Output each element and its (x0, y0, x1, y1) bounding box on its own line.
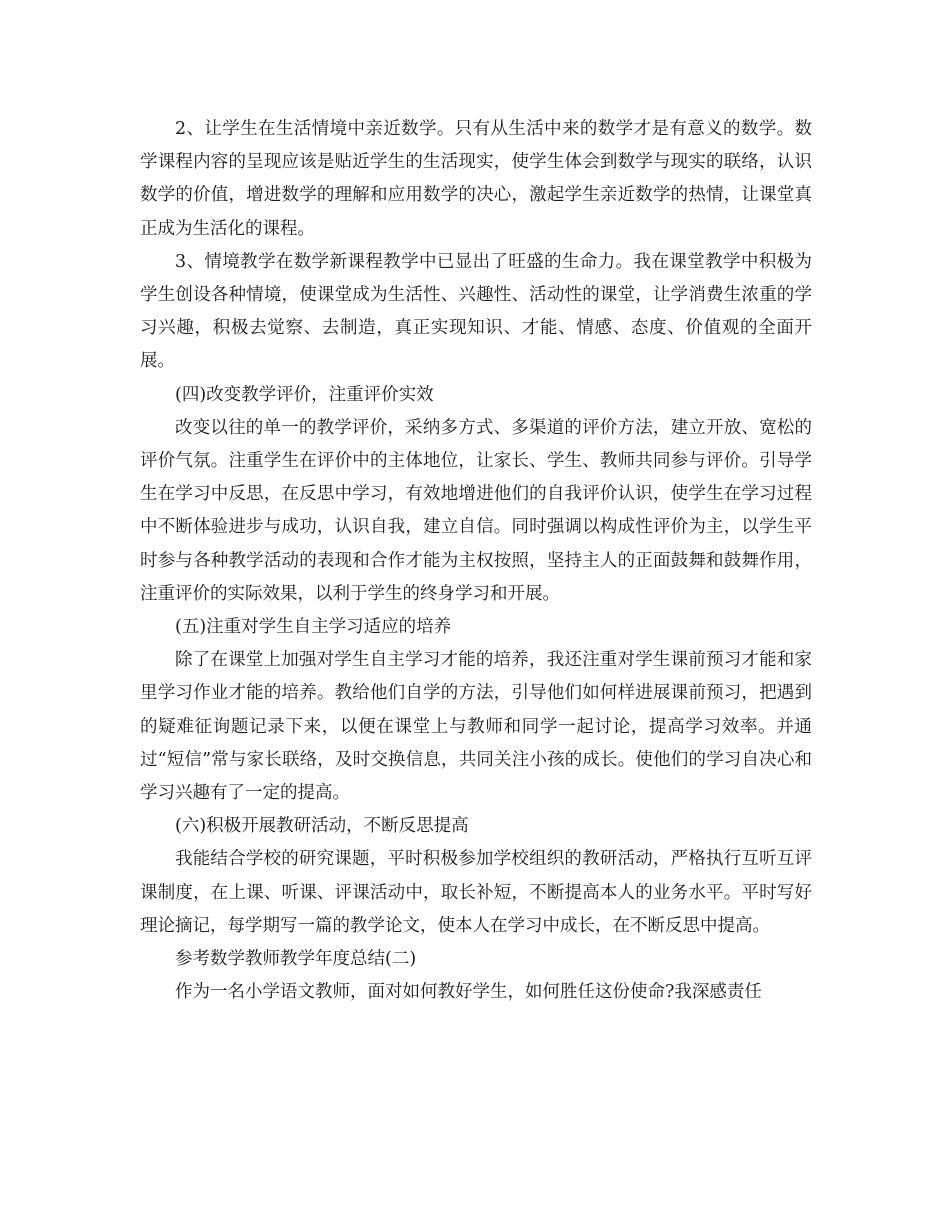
paragraph-teaching-research: 我能结合学校的研究课题，平时积极参加学校组织的教研活动，严格执行互听互评课制度，在上课、听课、评课活动中，取长补短，不断提高本人的业务水平。平时写好理论摘记，每学期写一篇的教学论文，使本人在学习中成长，在不断反思中提高。 (140, 849, 812, 936)
paragraph-self-study: 除了在课堂上加强对学生自主学习才能的培养，我还注重对学生课前预习才能和家里学习作业才能的培养。教给他们自学的方法，引导他们如何样进展课前预习，把遇到的疑难征询题记录下来，以便在课堂上与教师和同学一起讨论，提高学习效率。并通过“短信”常与家长联络，及时交换信息，共同关注小孩的成长。使他们的学习自决心和学习兴趣有了一定的提高。 (140, 650, 812, 804)
paragraph-summary-2-intro: 作为一名小学语文教师，面对如何教好学生，如何胜任这份使命?我深感责任 (175, 982, 762, 1003)
section-heading-4: (四)改变教学评价，注重评价实效 (175, 384, 434, 405)
paragraph-evaluation: 改变以往的单一的教学评价，采纳多方式、多渠道的评价方法，建立开放、宽松的评价气氛。注重学生在评价中的主体地位，让家长、学生、教师共同参与评价。引导学生在学习中反思，在反思中学习，有效地增进他们的自我评价认识，使学生在学习过程中不断体验进步与成功，认识自我，建立自信。同时强调以构成性评价为主，以学生平时参与各种教学活动的表现和合作才能为主权按照，坚持主人的正面鼓舞和鼓舞作用，注重评价的实际效果，以利于学生的终身学习和开展。 (140, 417, 812, 604)
section-heading-summary-2: 参考数学教师教学年度总结(二) (175, 949, 417, 970)
document-body (140, 113, 812, 1009)
section-heading-6: (六)积极开展教研活动，不断反思提高 (175, 816, 469, 837)
paragraph-2-life-context: 2、让学生在生活情境中亲近数学。只有从生活中来的数学才是有意义的数学。数学课程内容的呈现应该是贴近学生的生活现实，使学生体会到数学与现实的联络，认识数学的价值，增进数学的理解和应用数学的决心，激起学生亲近数学的热情，让课堂真正成为生活化的课程。 (140, 119, 812, 239)
paragraph-3-situational-teaching: 3、情境教学在数学新课程教学中已显出了旺盛的生命力。我在课堂教学中积极为学生创设各种情境，使课堂成为生活性、兴趣性、活动性的课堂，让学消费生浓重的学习兴趣，积极去觉察、去制造，真正实现知识、才能、情感、态度、价值观的全面开展。 (140, 251, 812, 372)
section-heading-5: (五)注重对学生自主学习适应的培养 (175, 617, 452, 638)
